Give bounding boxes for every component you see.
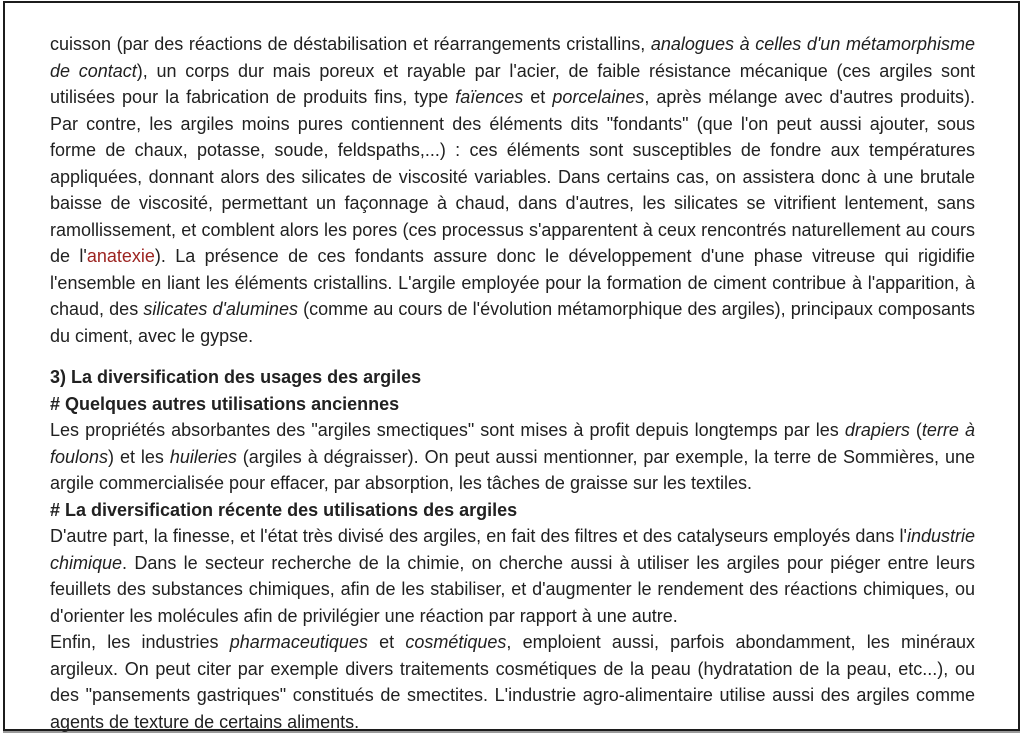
para-cuisson-fondants	[50, 31, 975, 349]
bold-text-run: # Quelques autres utilisations anciennes	[50, 393, 400, 414]
italic-text-run: cosmétiques	[405, 632, 507, 652]
text-run: ) et les	[108, 446, 170, 467]
text-run: , après mélange avec d'autres produits). Par contre, les argiles moins pures contiennent des éléments dits "fondants" (que l'on peut aussi ajouter, sous forme de chaux, potasse, soude, feldspaths,...) : ces éléments sont susceptibles de fondre aux températures appliquées, donnant alors des silicates de viscosité variables. Dans certains cas, on assistera donc à une brutale baisse de viscosité, permettant un façonnage à chaud, dans d'autres, les silicates se vitrifient lentement, sans ramollissement, et comblent alors les pores (ces processus s'apparentent à ceux rencontrés naturellement au cours de l'	[50, 87, 976, 266]
italic-text-run: industrie chimique	[50, 526, 975, 573]
anatexie-link[interactable]: anatexie	[86, 246, 155, 266]
text-run: (argiles à dégraisser). On peut aussi mentionner, par exemple, la terre de Sommières, une argile commercialisée pour effacer, par absorption, les tâches de graisse sur les textiles.	[50, 446, 975, 493]
text-run: ). La présence de ces fondants assure donc le développement d'une phase vitreuse qui rigidifie l'ensemble en liant les éléments cristallins. L'argile employée pour la formation de ciment contribue à l'apparition, à chaud, des	[50, 246, 975, 319]
italic-text-run: silicates d'alumines	[143, 299, 298, 319]
text-run: Les propriétés absorbantes des "argiles smectiques" sont mises à profit depuis longtemps par les	[50, 420, 845, 440]
text-run: et	[523, 87, 553, 107]
text-run: (	[909, 420, 922, 440]
text-run: Enfin, les industries	[50, 632, 230, 652]
document-body	[50, 31, 975, 735]
heading-diversification-usages	[50, 364, 975, 391]
bold-text-run: 3) La diversification des usages des argiles	[50, 367, 422, 387]
text-run: D'autre part, la finesse, et l'état très divisé des argiles, en fait des filtres et des catalyseurs employés dans l'	[50, 526, 907, 546]
italic-text-run: drapiers	[844, 420, 910, 440]
italic-text-run: terre à foulons	[50, 420, 975, 467]
heading-utilisations-anciennes	[50, 391, 975, 418]
italic-text-run: faïences	[455, 87, 524, 107]
italic-text-run: porcelaines	[552, 87, 645, 107]
text-run: (comme au cours de l'évolution métamorphique des argiles), principaux composants du ciment, avec le gypse.	[50, 299, 975, 346]
para-argiles-smectiques	[50, 417, 975, 497]
bold-text-run: # La diversification récente des utilisations des argiles	[50, 499, 518, 520]
italic-text-run: analogues à celles d'un métamorphisme de contact	[50, 34, 975, 81]
text-run: et	[367, 632, 406, 652]
italic-text-run: huileries	[169, 446, 237, 467]
italic-text-run: pharmaceutiques	[229, 632, 368, 652]
text-run: cuisson (par des réactions de déstabilisation et réarrangements cristallins,	[50, 34, 651, 54]
heading-diversification-recente	[50, 497, 975, 524]
para-industrie-chimique	[50, 523, 975, 629]
text-run: , emploient aussi, parfois abondamment, les minéraux argileux. On peut citer par exemple divers traitements cosmétiques de la peau (hydratation de la peau, etc...), ou des "pansements gastriques" constitués de smectites. L'industrie agro-alimentaire utilise aussi des argiles comme agents de texture de certains aliments.	[50, 632, 976, 732]
text-run: ), un corps dur mais poreux et rayable par l'acier, de faible résistance mécanique (ces argiles sont utilisées pour la fabrication de produits fins, type	[50, 60, 976, 107]
para-pharma-cosmetique	[50, 629, 975, 735]
text-run: . Dans le secteur recherche de la chimie, on cherche aussi à utiliser les argiles pour piéger entre leurs feuillets des substances chimiques, afin de les stabiliser, et d'augmenter le rendement des réactions chimiques, ou d'orienter les molécules afin de privilégier une réaction par rapport à une autre.	[50, 552, 975, 626]
